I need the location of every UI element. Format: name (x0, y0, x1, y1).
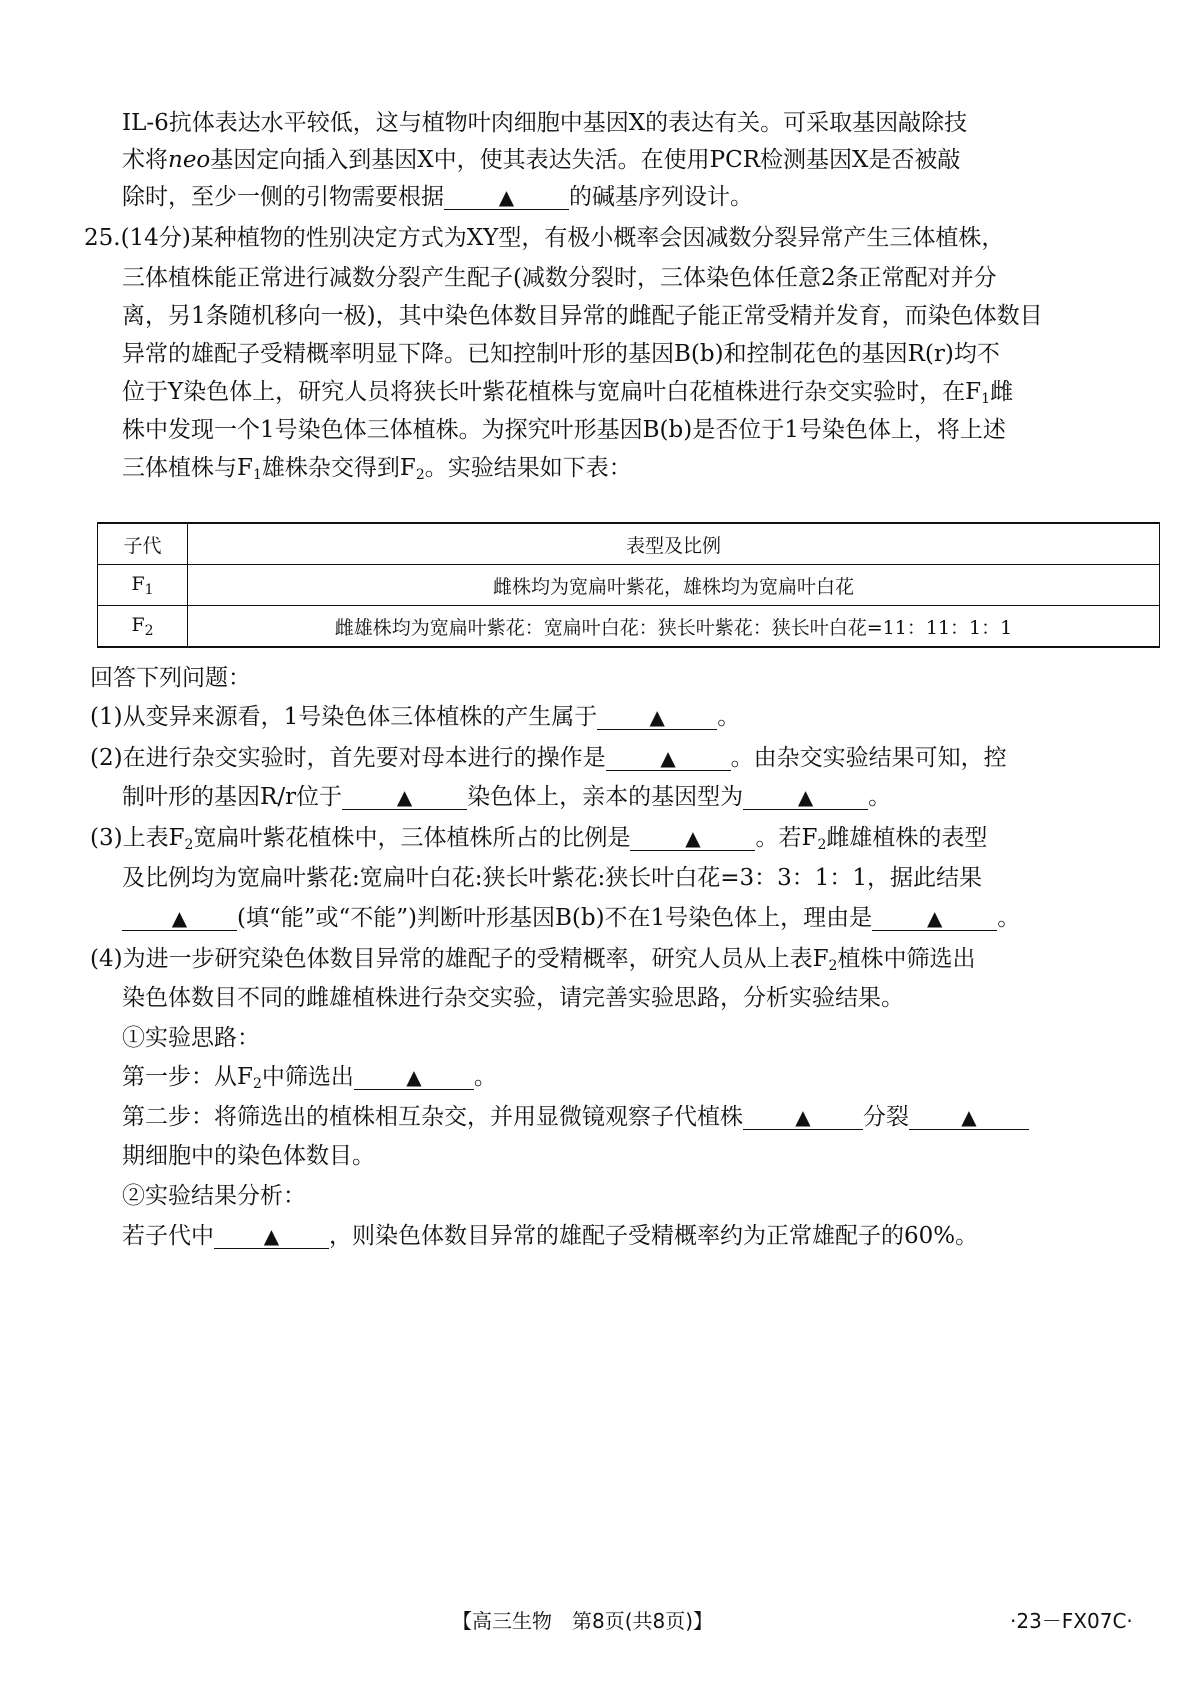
question-25-stem-line-1: 25.(14分)某种植物的性别决定方式为XY型，有极小概率会因减数分裂异常产生三体植株， (84, 225, 1005, 251)
triangle-icon: ▲ (926, 906, 943, 930)
answer-blank[interactable] (872, 904, 997, 931)
answer-blank[interactable] (444, 183, 569, 210)
result-analysis-heading: ②实验结果分析： (122, 1183, 306, 1209)
table-row (98, 606, 1160, 648)
result-analysis-line: 若子代中 ▲ ，则染色体数目异常的雄配子受精概率约为正常雄配子的60%。 (122, 1223, 979, 1249)
triangle-icon: ▲ (649, 705, 665, 729)
question-25-stem-line-4: 异常的雄配子受精概率明显下降。已知控制叶形的基因B(b)和控制花色的基因R(r)均不 (122, 341, 1000, 367)
part-4-line-2: 染色体数目不同的雌雄植株进行杂交实验，请完善实验思路，分析实验结果。 (122, 985, 904, 1011)
answer-blank[interactable] (743, 783, 868, 810)
part-2-line-1: (2)在进行杂交实验时，首先要对母本进行的操作是 ▲ 。由杂交实验结果可知，控 (90, 745, 1007, 771)
answer-blank[interactable] (743, 1103, 863, 1130)
answer-blank[interactable] (909, 1103, 1029, 1130)
question-25-stem-line-7: 三体植株与$F_1$雄株杂交得到$F_2$。实验结果如下表： (122, 455, 632, 483)
step-2-line: 第二步：将筛选出的植株相互杂交，并用显微镜观察子代植株 ▲ 分裂 ▲ (122, 1099, 1029, 1135)
triangle-icon: ▲ (263, 1224, 280, 1248)
answer-blank[interactable] (122, 904, 237, 931)
step-1-line: 第一步：从$F_2$中筛选出 ▲ 。 (122, 1064, 497, 1092)
answer-blank[interactable] (354, 1063, 474, 1090)
triangle-icon: ▲ (171, 906, 188, 930)
question-25-stem-line-6: 株中发现一个1号染色体三体植株。为探究叶形基因B(b)是否位于1号染色体上，将上述 (122, 417, 1006, 443)
answer-blank[interactable] (606, 744, 731, 771)
page-footer-code: ·23－FX07C· (1010, 1609, 1133, 1633)
continuation-line-2: 术将neo基因定向插入到基因X中，使其表达失活。在使用PCR检测基因X是否被敲 (122, 147, 961, 173)
answer-blank[interactable] (630, 824, 755, 851)
triangle-icon: ▲ (396, 785, 413, 809)
table-row (98, 565, 1160, 606)
triangle-icon: ▲ (406, 1065, 422, 1089)
result-cell: 雌雄株均为宽扁叶紫花：宽扁叶白花：狭长叶紫花：狭长叶白花=11：11：1：1 (188, 606, 1160, 648)
part-2-line-2: 制叶形的基因R/r位于 ▲ 染色体上，亲本的基因型为 ▲ 。 (122, 784, 892, 810)
question-25-stem-line-3: 离，另1条随机移向一极)，其中染色体数目异常的雌配子能正常受精并发育，而染色体数目 (122, 303, 1043, 329)
generation-cell: $F_2$ (98, 606, 188, 648)
continuation-line-1: IL-6抗体表达水平较低，这与植物叶肉细胞中基因X的表达有关。可采取基因敲除技 (122, 110, 968, 136)
result-cell: 雌株均为宽扁叶紫花，雄株均为宽扁叶白花 (188, 565, 1160, 606)
triangle-icon: ▲ (685, 826, 701, 850)
triangle-icon: ▲ (660, 746, 676, 770)
triangle-icon: ▲ (797, 785, 814, 809)
triangle-icon: ▲ (961, 1105, 977, 1129)
generation-cell: $F_1$ (98, 565, 188, 606)
table-header-cell: 表型及比例 (188, 523, 1160, 565)
experiment-idea-heading: ①实验思路： (122, 1025, 260, 1051)
part-3-line-3: ▲ (填“能”或“不能”)判断叶形基因B(b)不在1号染色体上，理由是 ▲ 。 (122, 900, 1020, 936)
table-header-row (98, 523, 1160, 565)
question-25-stem-line-5: 位于Y染色体上，研究人员将狭长叶紫花植株与宽扁叶白花植株进行杂交实验时，在$F_1$雌 (122, 379, 1014, 407)
page-footer-title: 【高三生物 第8页(共8页)】 (452, 1609, 714, 1633)
step-2-continuation: 期细胞中的染色体数目。 (122, 1143, 375, 1169)
gene-name-neo: neo (168, 147, 211, 173)
answer-blank[interactable] (597, 703, 717, 730)
question-25-stem-line-2: 三体植株能正常进行减数分裂产生配子(减数分裂时，三体染色体任意2条正常配对并分 (122, 265, 997, 291)
continuation-line-3: 除时，至少一侧的引物需要根据 ▲ 的碱基序列设计。 (122, 184, 753, 210)
part-4-line-1: (4)为进一步研究染色体数目异常的雄配子的受精概率，研究人员从上表$F_2$植株中筛选出 (90, 946, 976, 974)
answer-blank[interactable] (342, 783, 467, 810)
part-3-line-1: (3)上表$F_2$宽扁叶紫花植株中，三体植株所占的比例是 ▲ 。若$F_2$雌雄植株的表型 (90, 825, 988, 853)
answer-blank[interactable] (214, 1222, 329, 1249)
triangle-icon: ▲ (795, 1105, 811, 1129)
triangle-icon: ▲ (498, 185, 515, 209)
results-table (97, 522, 1160, 648)
table-header-cell: 子代 (98, 523, 188, 565)
part-1-line: (1)从变异来源看，1号染色体三体植株的产生属于 ▲ 。 (90, 704, 741, 730)
answer-intro: 回答下列问题： (90, 665, 251, 691)
part-3-line-2: 及比例均为宽扁叶紫花:宽扁叶白花:狭长叶紫花:狭长叶白花=3：3：1：1，据此结果 (122, 865, 983, 891)
